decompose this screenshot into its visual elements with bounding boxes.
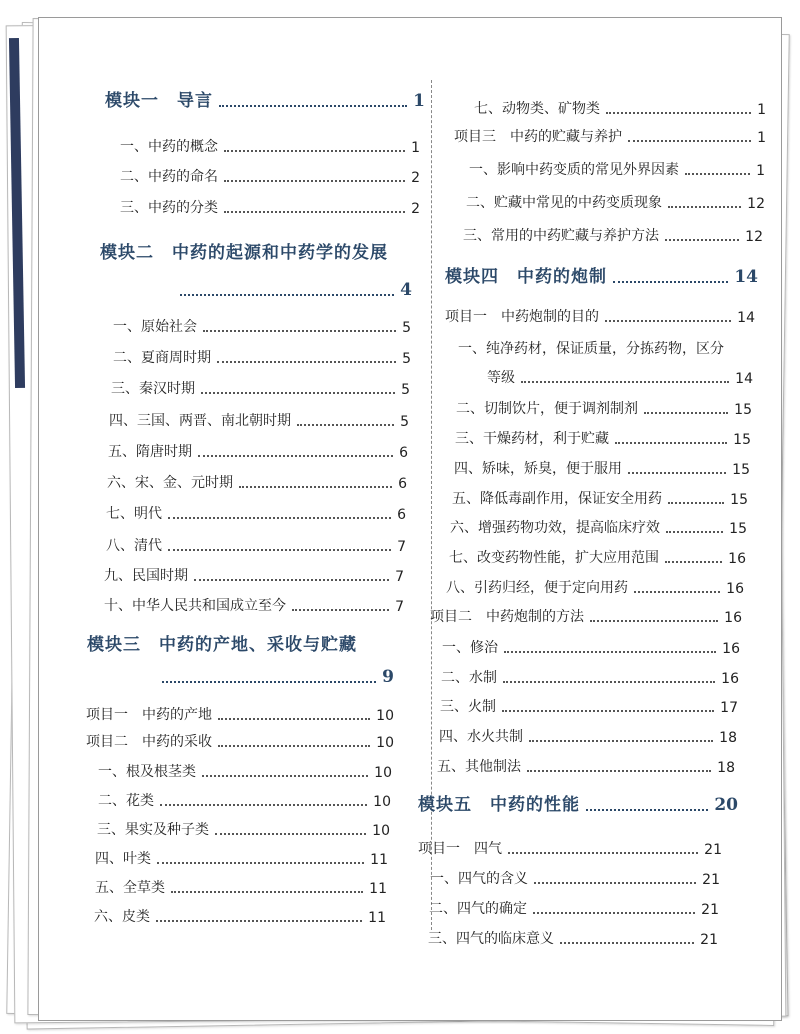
toc-entry-line2[interactable]: 等级 14 [487,370,753,387]
toc-entry[interactable]: 一、四气的含义 21 [430,871,720,888]
toc-entry[interactable]: 二、贮藏中常见的中药变质现象 12 [466,195,765,212]
toc-entry[interactable]: 项目一 中药的产地 10 [86,707,394,724]
toc-entry[interactable]: 一、原始社会 5 [113,319,411,336]
toc-module-3-leader [162,667,394,687]
toc-entry[interactable]: 四、三国、两晋、南北朝时期 5 [109,413,409,430]
toc-entry[interactable]: 五、其他制法 18 [437,759,735,776]
toc-module-2-leader [180,280,412,300]
toc-entry[interactable]: 二、切制饮片，便于调剂制剂 15 [456,401,752,418]
toc-entry-line1[interactable]: 一、纯净药材，保证质量，分拣药物，区分 [458,341,724,357]
toc-module-1[interactable] [105,86,425,111]
toc-entry[interactable]: 二、花类 10 [98,793,391,810]
toc-entry[interactable]: 三、果实及种子类 10 [97,822,390,839]
toc-entry[interactable]: 七、改变药物性能，扩大应用范围 16 [449,550,746,567]
toc-entry[interactable]: 九、民国时期 7 [104,568,404,585]
toc-entry[interactable]: 三、干燥药材，利于贮藏 15 [455,431,751,448]
toc-entry[interactable]: 八、引药归经，便于定向用药 16 [446,580,744,597]
toc-entry[interactable]: 三、中药的分类 2 [120,200,420,217]
module-title: 模块四 中药的炮制 [445,267,607,287]
page-number: 20 [714,795,738,815]
toc-module-2[interactable]: 模块二 中药的起源和中药学的发展 [100,243,388,263]
module-title: 模块一 导言 [105,91,213,111]
toc-entry[interactable]: 项目三 中药的贮藏与养护 1 [454,129,766,146]
toc-entry[interactable]: 二、四气的确定 21 [429,901,719,918]
toc-entry[interactable]: 二、中药的命名 2 [120,169,420,186]
toc-entry[interactable]: 三、常用的中药贮藏与养护方法 12 [463,228,763,245]
toc-entry[interactable]: 一、根及根茎类 10 [98,764,392,781]
toc-entry[interactable]: 五、降低毒副作用，保证安全用药 15 [452,491,748,508]
toc-entry[interactable]: 项目一 中药炮制的目的 14 [445,309,755,326]
toc-entry[interactable]: 六、增强药物功效，提高临床疗效 15 [450,520,747,537]
toc-entry[interactable]: 七、明代 6 [106,506,406,523]
page-number: 14 [734,267,758,287]
page-number: 4 [400,280,412,300]
toc-entry[interactable]: 四、水火共制 18 [439,729,737,746]
toc-entry[interactable]: 项目二 中药炮制的方法 16 [430,609,742,626]
toc-entry[interactable]: 一、影响中药变质的常见外界因素 1 [469,162,765,179]
module-title: 模块五 中药的性能 [418,795,580,815]
toc-entry[interactable]: 三、火制 17 [440,699,738,716]
toc-entry[interactable]: 三、秦汉时期 5 [111,381,410,398]
page-number: 9 [382,667,394,687]
toc-entry[interactable]: 项目二 中药的采收 10 [86,734,394,751]
toc-entry[interactable]: 五、全草类 11 [95,880,387,897]
toc-entry[interactable]: 六、宋、金、元时期 6 [107,475,407,492]
toc-entry[interactable]: 一、中药的概念 1 [120,139,420,156]
toc-module-5[interactable] [418,790,738,815]
toc-entry[interactable]: 八、清代 7 [106,538,406,555]
toc-entry[interactable]: 二、夏商周时期 5 [113,350,411,367]
toc-entry[interactable]: 项目一 四气 21 [418,841,722,858]
toc-entry[interactable]: 四、矫味，矫臭，便于服用 15 [454,461,750,478]
toc-entry[interactable]: 十、中华人民共和国成立至今 7 [104,598,404,615]
toc-entry[interactable]: 六、皮类 11 [94,909,386,926]
toc-entry[interactable]: 三、四气的临床意义 21 [428,931,718,948]
toc-module-4[interactable] [445,262,758,287]
toc-entry[interactable]: 七、动物类、矿物类 1 [474,101,766,118]
toc-entry[interactable]: 五、隋唐时期 6 [108,444,408,461]
leader-dots [613,281,728,283]
toc-module-3[interactable]: 模块三 中药的产地、采收与贮藏 [87,635,357,655]
page-number: 1 [413,91,425,111]
toc-entry[interactable]: 二、水制 16 [441,670,739,687]
leader-dots [219,105,407,107]
toc-entry[interactable]: 四、叶类 11 [95,851,388,868]
leader-dots [586,809,708,811]
toc-entry[interactable]: 一、修治 16 [442,640,740,657]
